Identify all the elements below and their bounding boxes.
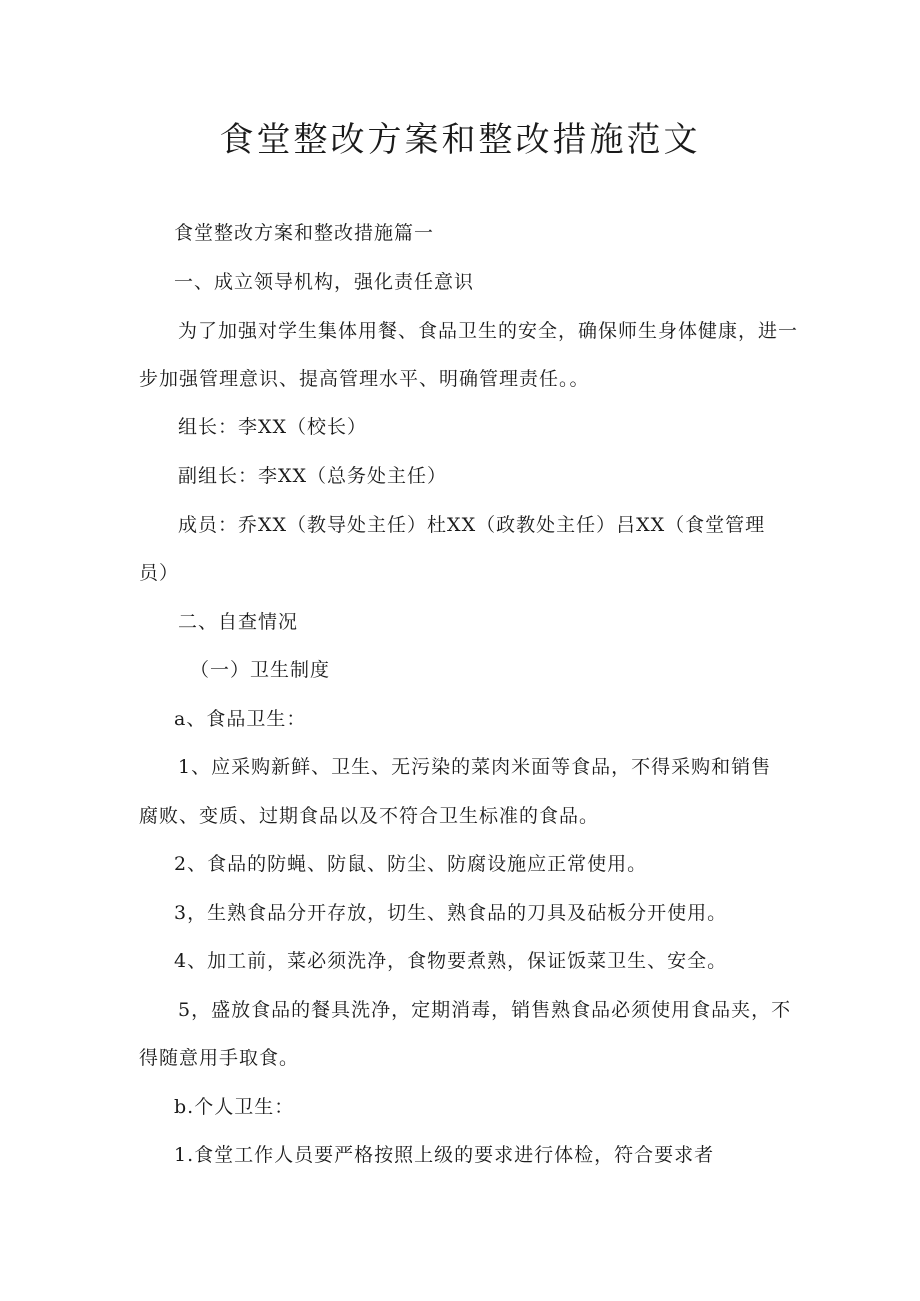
heading-two: 二、自查情况 xyxy=(178,611,299,633)
paragraph-line: 员） xyxy=(139,562,180,584)
subheading: （一）卫生制度 xyxy=(190,659,331,681)
section-heading: 食堂整改方案和整改措施篇一 xyxy=(174,222,435,244)
paragraph-line: 腐败、变质、过期食品以及不符合卫生标准的食品。 xyxy=(139,805,600,827)
heading-one: 一、成立领导机构，强化责任意识 xyxy=(174,271,475,293)
paragraph-line: 2、食品的防蝇、防鼠、防尘、防腐设施应正常使用。 xyxy=(174,853,648,875)
paragraph-line: 步加强管理意识、提高管理水平、明确管理责任。。 xyxy=(139,368,590,390)
paragraph-line: 得随意用手取食。 xyxy=(139,1047,300,1069)
subheading: b.个人卫生： xyxy=(174,1096,295,1118)
paragraph-line: 组长：李XX（校长） xyxy=(178,416,368,438)
paragraph-line: 1.食堂工作人员要严格按照上级的要求进行体检，符合要求者 xyxy=(174,1144,715,1166)
paragraph-line: 4、加工前，菜必须洗净，食物要煮熟，保证饭菜卫生、安全。 xyxy=(174,950,728,972)
subheading: a、食品卫生： xyxy=(174,708,307,730)
document-title: 食堂整改方案和整改措施范文 xyxy=(219,120,701,160)
paragraph-line: 1、应采购新鲜、卫生、无污染的菜肉米面等食品，不得采购和销售 xyxy=(178,756,772,778)
paragraph-line: 成员：乔XX（教导处主任）杜XX（政教处主任）吕XX（食堂管理 xyxy=(178,514,766,536)
paragraph-line: 5，盛放食品的餐具洗净，定期消毒，销售熟食品必须使用食品夹，不 xyxy=(178,999,792,1021)
paragraph-line: 3，生熟食品分开存放，切生、熟食品的刀具及砧板分开使用。 xyxy=(174,902,728,924)
paragraph-line: 副组长：李XX（总务处主任） xyxy=(178,465,448,487)
paragraph-line: 为了加强对学生集体用餐、食品卫生的安全，确保师生身体健康，进一 xyxy=(178,320,799,342)
